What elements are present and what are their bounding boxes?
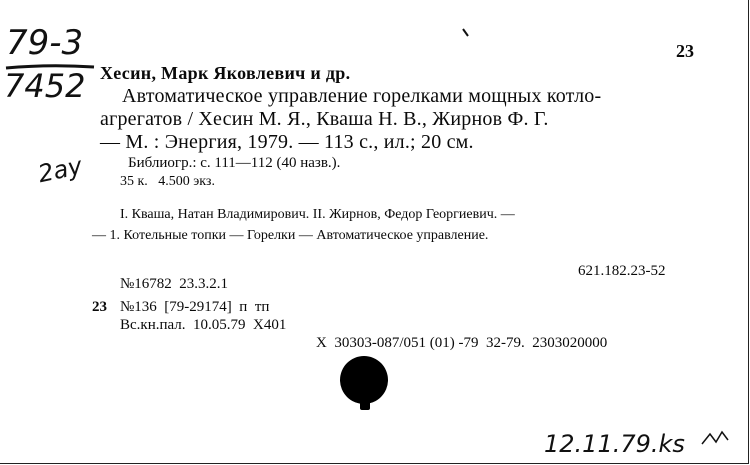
handwritten-date: 12.11.79.ks xyxy=(544,430,685,458)
title-line-2: агрегатов / Хесин М. Я., Кваша Н. В., Жирнов Ф. Г. xyxy=(100,108,549,130)
punch-hole xyxy=(340,356,388,404)
record-line-1: №16782 23.3.2.1 xyxy=(120,276,229,292)
price-run: 35 к. 4.500 экз. xyxy=(120,174,215,189)
classification-number: 621.182.23-52 xyxy=(578,263,666,279)
author-heading: Хесин, Марк Яковлевич и др. xyxy=(100,63,351,83)
tracings-line-1: I. Кваша, Натан Владимирович. II. Жирнов, Федор Георгиевич. — xyxy=(120,207,515,222)
title-line-3: — М. : Энергия, 1979. — 113 с., ил.; 20 см. xyxy=(100,131,474,153)
catalog-code: Х 30303-087/051 (01) -79 32-79. 2303020000 xyxy=(316,335,608,351)
handwritten-mark-middle: 2ay xyxy=(35,151,85,189)
handwritten-shelfmark-bottom: 7452 xyxy=(4,67,86,105)
title-line-1: Автоматическое управление горелками мощных котло- xyxy=(122,85,602,107)
card-number: 23 xyxy=(676,41,694,61)
ink-speck xyxy=(462,28,470,38)
handwritten-scribble xyxy=(700,430,730,448)
tracings-line-2: — 1. Котельные топки — Горелки — Автоматическое управление. xyxy=(92,228,489,243)
punch-hole-notch xyxy=(360,398,370,410)
record-line-2: №136 [79-29174] п тп xyxy=(120,299,270,315)
record-line-3: Вс.кн.пал. 10.05.79 Х401 xyxy=(120,317,287,333)
bibliography-note: Библиогр.: с. 111—112 (40 назв.). xyxy=(128,155,341,171)
handwritten-shelfmark-top: 79-3 xyxy=(6,23,84,63)
record-prefix: 23 xyxy=(92,299,107,315)
